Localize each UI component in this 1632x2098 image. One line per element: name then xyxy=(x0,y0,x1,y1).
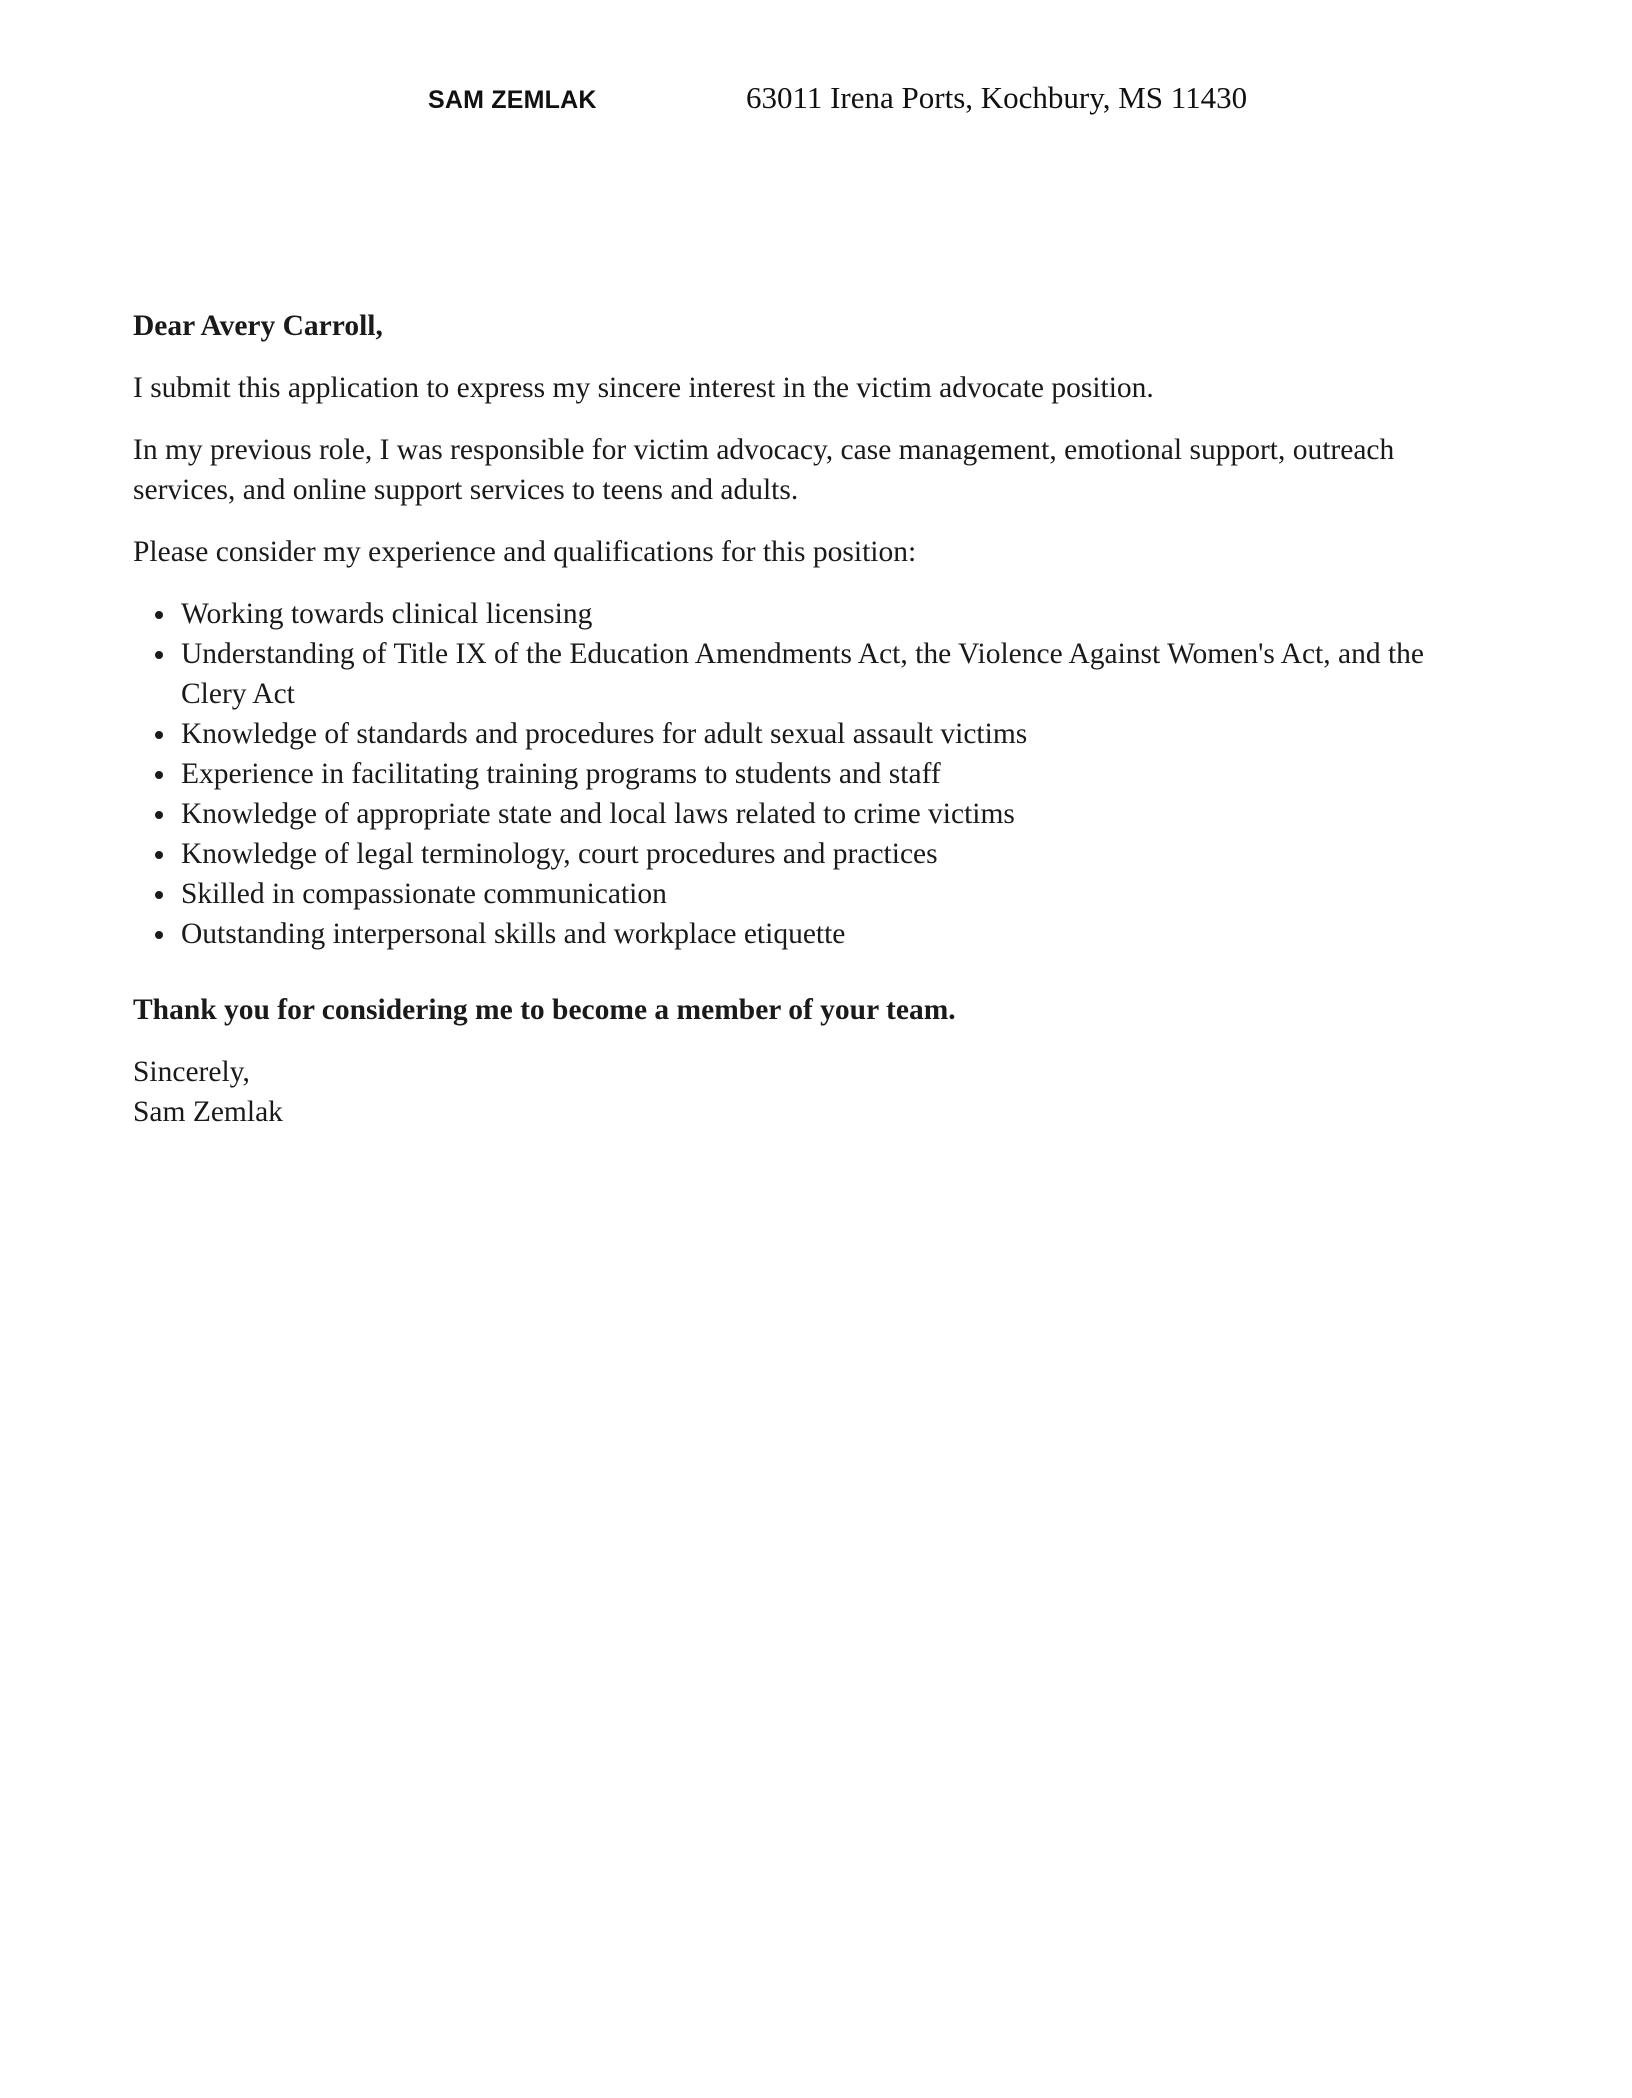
list-item xyxy=(133,634,1493,714)
signoff-text: Sincerely, xyxy=(133,1056,250,1088)
qualification-text: Outstanding interpersonal skills and workplace etiquette xyxy=(181,918,846,950)
signoff xyxy=(133,1052,1493,1132)
qualification-text: Working towards clinical licensing xyxy=(181,598,593,630)
list-item xyxy=(133,874,1493,914)
experience-paragraph: In my previous role, I was responsible for victim advocacy, case management, emotional support, outreach services, and online support services to teens and adults. xyxy=(133,434,1395,506)
bullet-icon xyxy=(155,891,163,899)
list-item xyxy=(133,714,1493,754)
qualification-text: Knowledge of standards and procedures for adult sexual assault victims xyxy=(181,718,1028,750)
salutation: Dear Avery Carroll, xyxy=(133,310,383,342)
sender-address: 63011 Irena Ports, Kochbury, MS 11430 xyxy=(746,80,1248,115)
letter-body xyxy=(133,306,1493,1132)
signature-name: Sam Zemlak xyxy=(133,1096,283,1128)
list-item xyxy=(133,834,1493,874)
list-item xyxy=(133,754,1493,794)
sender-name: SAM ZEMLAK xyxy=(428,86,597,114)
bullet-icon xyxy=(155,931,163,939)
list-item xyxy=(133,594,1493,634)
qualifications-intro: Please consider my experience and qualifications for this position: xyxy=(133,536,917,568)
bullet-icon xyxy=(155,851,163,859)
list-item xyxy=(133,794,1493,834)
bullet-icon xyxy=(155,731,163,739)
qualification-text: Experience in facilitating training programs to students and staff xyxy=(181,758,941,790)
qualification-text: Understanding of Title IX of the Education Amendments Act, the Violence Against Women's Act, and the Clery Act xyxy=(181,638,1424,710)
intro-paragraph: I submit this application to express my sincere interest in the victim advocate position. xyxy=(133,372,1154,404)
bullet-icon xyxy=(155,611,163,619)
list-item xyxy=(133,914,1493,954)
bullet-icon xyxy=(155,651,163,659)
qualification-text: Knowledge of legal terminology, court procedures and practices xyxy=(181,838,938,870)
qualification-text: Skilled in compassionate communication xyxy=(181,878,667,910)
letter-header xyxy=(0,80,1632,120)
closing-statement: Thank you for considering me to become a member of your team. xyxy=(133,994,956,1026)
qualifications-list xyxy=(133,594,1493,954)
bullet-icon xyxy=(155,771,163,779)
qualification-text: Knowledge of appropriate state and local laws related to crime victims xyxy=(181,798,1015,830)
bullet-icon xyxy=(155,811,163,819)
